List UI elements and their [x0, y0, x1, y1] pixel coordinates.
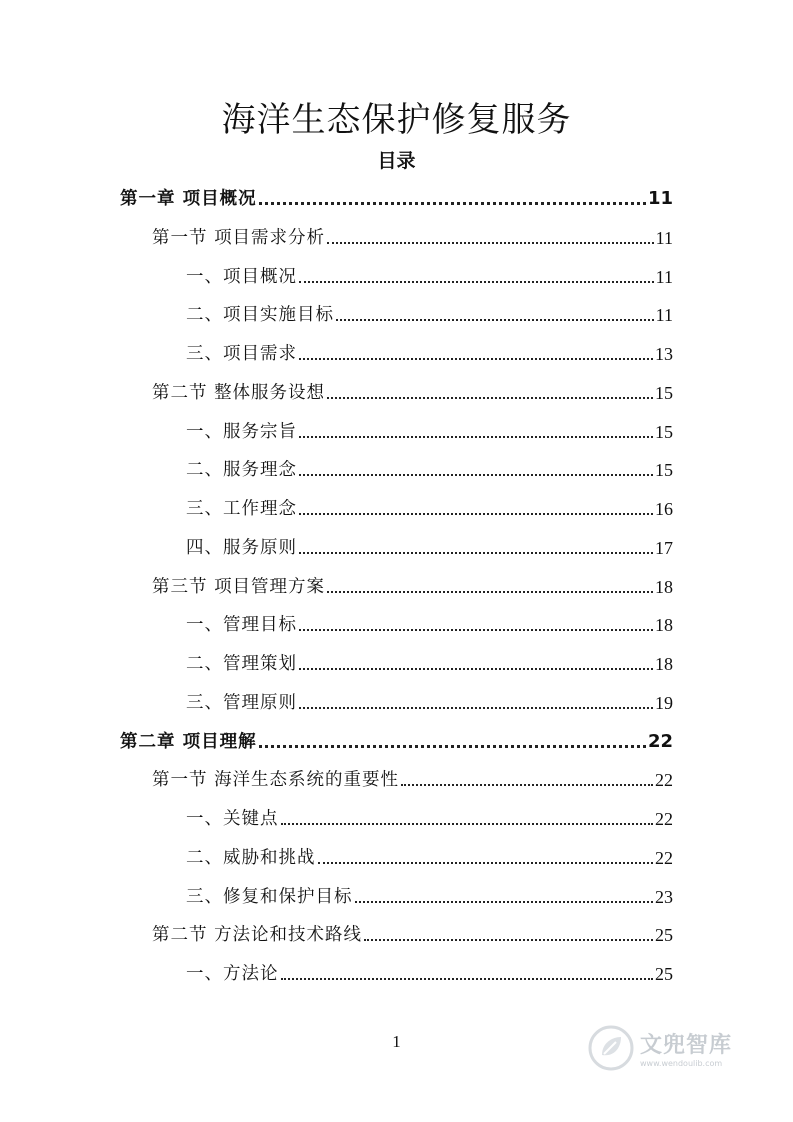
toc-leader-dots: [401, 784, 653, 786]
toc-leader-dots: [299, 358, 653, 360]
toc-entry[interactable]: [120, 180, 673, 210]
toc-entry-page: 11: [647, 188, 673, 209]
toc-entry-page: 17: [655, 537, 673, 558]
toc-entry[interactable]: [152, 568, 673, 598]
toc-entry-page: 25: [655, 964, 673, 984]
toc-entry-label: 第一章 项目概况: [120, 189, 257, 209]
toc-leader-dots: [299, 668, 653, 670]
toc-leader-dots: [299, 281, 654, 283]
toc-entry-label: 第二节 整体服务设想: [152, 382, 326, 403]
toc-entry[interactable]: [186, 839, 673, 869]
toc-entry-label: 第二节 方法论和技术路线: [152, 925, 363, 946]
toc-entry-page: 13: [655, 344, 673, 364]
toc-entry[interactable]: [152, 219, 673, 249]
toc-entry-label: 二、项目实施目标: [186, 305, 334, 326]
toc-entry-label: 二、威胁和挑战: [186, 847, 316, 868]
toc-entry-label: 二、服务理念: [186, 460, 297, 481]
toc-entry-page: 22: [655, 847, 673, 868]
toc-leader-dots: [318, 862, 654, 864]
watermark: [588, 1020, 758, 1076]
watermark-title: 文兜智库: [640, 1033, 733, 1058]
toc-entry[interactable]: [186, 451, 673, 481]
watermark-url: www.wendoulib.com: [640, 1059, 723, 1068]
toc-entry[interactable]: [186, 296, 673, 326]
toc-leader-dots: [327, 591, 653, 593]
toc-entry-label: 二、管理策划: [186, 654, 297, 674]
toc-entry-label: 三、管理原则: [186, 692, 297, 713]
toc-entry-label: 一、服务宗旨: [186, 421, 297, 442]
toc-entry[interactable]: [186, 955, 673, 985]
toc-entry-page: 16: [655, 499, 673, 519]
toc-entry-page: 18: [655, 615, 673, 636]
toc-entry[interactable]: [186, 800, 673, 830]
toc-entry[interactable]: [186, 878, 673, 908]
toc-entry-page: 11: [655, 227, 673, 248]
toc-leader-dots: [327, 242, 654, 244]
toc-entry-page: 25: [655, 925, 673, 946]
toc-entry-label: 第二章 项目理解: [120, 731, 257, 752]
toc-entry-page: 23: [655, 886, 673, 907]
toc-entry-page: 18: [655, 654, 673, 674]
toc-entry-page: 19: [655, 692, 673, 713]
toc-entry[interactable]: [120, 723, 673, 753]
toc-leader-dots: [299, 629, 653, 631]
toc-entry-page: 22: [655, 809, 673, 829]
toc-leader-dots: [336, 319, 654, 321]
toc-entry[interactable]: [186, 413, 673, 443]
toc-entry-label: 一、方法论: [186, 964, 279, 984]
toc-entry-page: 22: [655, 770, 673, 791]
page-number: 1: [392, 1032, 401, 1051]
toc-leader-dots: [327, 397, 653, 399]
toc-leader-dots: [259, 745, 646, 748]
toc-leader-dots: [364, 939, 653, 941]
toc-entry[interactable]: [186, 335, 673, 365]
toc-leader-dots: [299, 552, 653, 554]
toc-entry-label: 一、关键点: [186, 809, 279, 829]
toc-leader-dots: [281, 978, 654, 980]
toc-leader-dots: [281, 823, 654, 825]
toc-entry-page: 15: [655, 421, 673, 442]
toc-entry-label: 第三节 项目管理方案: [152, 576, 326, 597]
toc-leader-dots: [299, 474, 653, 476]
toc-heading: 目录: [377, 150, 416, 172]
toc-leader-dots: [299, 513, 653, 515]
toc-entry[interactable]: [152, 374, 673, 404]
toc-leader-dots: [299, 707, 653, 709]
toc-entry-page: 18: [655, 576, 673, 597]
toc-leader-dots: [299, 436, 653, 438]
leaf-logo-icon: [588, 1025, 634, 1071]
toc-entry-label: 三、工作理念: [186, 499, 297, 519]
toc-entry-label: 三、修复和保护目标: [186, 886, 353, 907]
toc-entry-page: 11: [655, 305, 673, 326]
toc-leader-dots: [355, 901, 654, 903]
toc-entry-label: 第一节 海洋生态系统的重要性: [152, 770, 400, 791]
toc-leader-dots: [259, 202, 646, 205]
document-title: 海洋生态保护修复服务: [221, 100, 572, 140]
watermark-text: [640, 1028, 732, 1068]
toc-entry-page: 22: [647, 730, 673, 752]
toc-entry[interactable]: [186, 529, 673, 559]
toc-entry[interactable]: [186, 490, 673, 520]
toc-entry-page: 11: [655, 266, 673, 287]
toc-entry-label: 三、项目需求: [186, 344, 297, 364]
toc-entry[interactable]: [186, 258, 673, 288]
toc-entry-page: 15: [655, 460, 673, 481]
toc-entry-label: 四、服务原则: [186, 537, 297, 558]
toc-entry[interactable]: [186, 645, 673, 675]
toc-entry-page: 15: [655, 382, 673, 403]
toc-entry[interactable]: [152, 916, 673, 946]
toc-entry[interactable]: [152, 761, 673, 791]
toc-entry[interactable]: [186, 684, 673, 714]
toc-entry-label: 一、管理目标: [186, 615, 297, 636]
toc-entry[interactable]: [186, 606, 673, 636]
toc-entry-label: 第一节 项目需求分析: [152, 227, 326, 248]
toc-entry-label: 一、项目概况: [186, 266, 297, 287]
